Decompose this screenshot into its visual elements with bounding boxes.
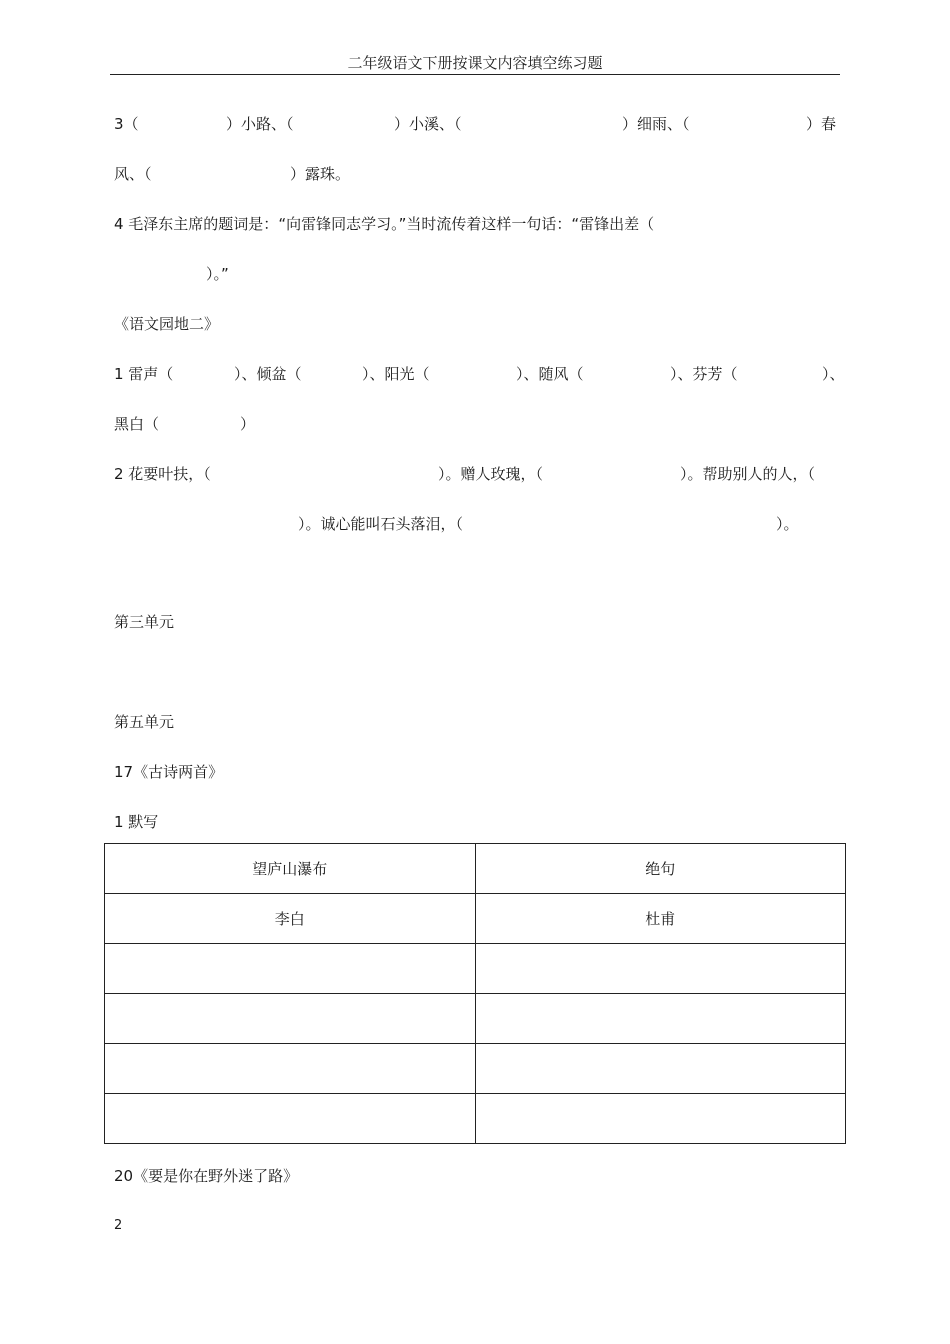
q3-part-3: ）小溪、（ (394, 115, 462, 133)
blank-cell[interactable] (475, 1094, 846, 1144)
table-row (105, 994, 846, 1044)
q4-line-1: 4 毛泽东主席的题词是：“向雷锋同志学习。”当时流传着这样一句话：“雷锋出差（ (114, 215, 655, 233)
garden2-q2-part-2: ）。赠人玫瑰，（ (438, 465, 544, 483)
garden2-q2-part-4: ）。诚心能叫石头落泪，（ (298, 515, 464, 533)
blank-cell[interactable] (475, 1044, 846, 1094)
garden2-q2-part-5: ）。 (776, 515, 799, 533)
garden2-q2-part-3: ）。帮助别人的人，（ (680, 465, 816, 483)
garden2-q1-part-4: ）、随风（ (516, 365, 584, 383)
garden2-q1-part-8: ） (240, 415, 256, 433)
garden2-q1-part-5: ）、芬芳（ (670, 365, 738, 383)
garden2-q1-part-6: ）、 (822, 365, 845, 383)
dictation-label: 1 默写 (114, 813, 159, 831)
garden2-q1-part-2: ）、倾盆（ (234, 365, 302, 383)
q3-part-7: ）露珠。 (290, 165, 351, 183)
unit-5-heading: 第五单元 (114, 713, 175, 731)
table-row (105, 1044, 846, 1094)
garden2-q2-part-1: 2 花要叶扶，（ (114, 465, 211, 483)
blank-cell[interactable] (105, 1094, 476, 1144)
garden2-title: 《语文园地二》 (114, 315, 220, 333)
lesson-20-title: 20《要是你在野外迷了路》 (114, 1167, 299, 1185)
header-title: 二年级语文下册按课文内容填空练习题 (347, 54, 603, 72)
lesson-17-title: 17《古诗两首》 (114, 763, 224, 781)
blank-cell[interactable] (475, 994, 846, 1044)
poem-author-cell-2: 杜甫 (475, 894, 846, 944)
page-number: 2 (114, 1218, 123, 1233)
poem-author-cell-1: 李白 (105, 894, 476, 944)
table-row (105, 844, 846, 894)
poem-title-cell-1: 望庐山瀑布 (105, 844, 476, 894)
poem-dictation-table (104, 843, 846, 1144)
table-row (105, 944, 846, 994)
q3-part-4: ）细雨、（ (622, 115, 690, 133)
blank-cell[interactable] (105, 944, 476, 994)
q3-part-2: ）小路、（ (226, 115, 294, 133)
q4-line-2: ）。” (206, 265, 229, 283)
garden2-q1-part-7: 黑白（ (114, 415, 160, 433)
header-rule (110, 74, 840, 75)
garden2-q1-part-1: 1 雷声（ (114, 365, 174, 383)
blank-cell[interactable] (475, 944, 846, 994)
q3-part-6: 风、（ (114, 165, 152, 183)
blank-cell[interactable] (105, 994, 476, 1044)
q3-part-5: ）春 (806, 115, 837, 133)
unit-3-heading: 第三单元 (114, 613, 175, 631)
poem-title-cell-2: 绝句 (475, 844, 846, 894)
table-row (105, 894, 846, 944)
table-row (105, 1094, 846, 1144)
blank-cell[interactable] (105, 1044, 476, 1094)
garden2-q1-part-3: ）、阳光（ (362, 365, 430, 383)
q3-part-1: 3（ (114, 115, 139, 133)
